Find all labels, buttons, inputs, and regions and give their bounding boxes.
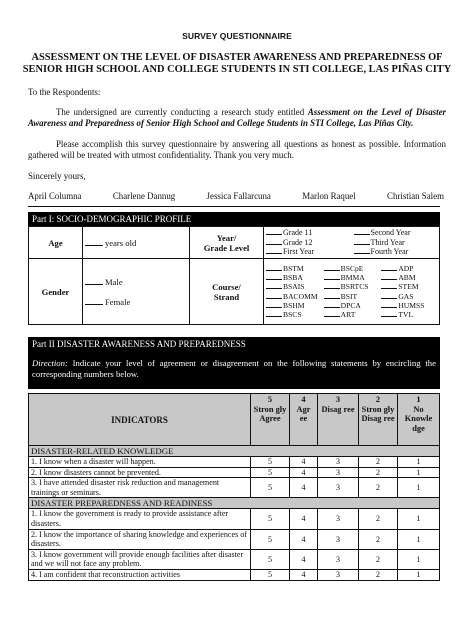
rating-2[interactable]: 2 [359, 569, 398, 580]
checkbox-blank [381, 301, 397, 308]
course-option-label: BSCpE [340, 263, 364, 273]
checkbox-blank [266, 282, 282, 289]
course-option-label: BMMA [340, 272, 365, 282]
group-header-row [29, 498, 440, 509]
course-option[interactable] [381, 301, 437, 310]
rating-1[interactable]: 1 [398, 457, 440, 468]
scale-label: No Knowle dge [404, 404, 433, 433]
rating-4[interactable]: 4 [290, 569, 318, 580]
part2-title: Part II DISASTER AWARENESS AND PREPAREDNESS [32, 339, 246, 349]
indicator-row [29, 457, 440, 468]
scale-header-3 [318, 394, 359, 446]
course-strand-label [190, 259, 264, 325]
course-option-label: BSBA [283, 272, 303, 282]
course-option[interactable] [381, 264, 437, 273]
scale-header-2 [359, 394, 398, 446]
checkbox-blank [266, 247, 282, 254]
course-option[interactable] [266, 273, 322, 282]
checkbox-blank [266, 310, 282, 317]
grade-option[interactable] [266, 247, 350, 257]
divider [28, 206, 440, 207]
indicator-text: 1. I know the government is ready to provide assistance after disasters. [29, 509, 251, 529]
title-line-1: ASSESSMENT ON THE LEVEL OF DISASTER AWARENESS AND PREPAREDNESS OF [31, 52, 443, 63]
course-option[interactable] [324, 301, 380, 310]
rating-3[interactable]: 3 [318, 549, 359, 569]
indicator-text: 3. I know government will provide enough facilities after disaster and we will not face any problem. [29, 549, 251, 569]
grade-option-label: First Year [283, 247, 315, 257]
rating-1[interactable]: 1 [398, 569, 440, 580]
signer-name: Marlon Raquel [302, 191, 356, 201]
document-title [20, 52, 454, 76]
course-option-label: BSIT [340, 291, 358, 301]
scale-number: 2 [375, 395, 381, 404]
gender-option-label: Male [105, 276, 123, 287]
checkbox-blank [266, 301, 282, 308]
checkbox-blank [324, 273, 340, 280]
course-option-label: BSCS [283, 310, 302, 320]
rating-3[interactable]: 3 [318, 478, 359, 498]
part2-header-box [28, 337, 440, 389]
signer-name: Christian Salem [387, 191, 444, 201]
direction-label: Direction: [32, 358, 68, 368]
course-option[interactable] [381, 310, 437, 319]
indicators-table [28, 393, 440, 581]
course-option-label: BSAIS [283, 282, 305, 292]
indicator-text: 3. I have attended disaster risk reduction and management trainings or seminars. [29, 478, 251, 498]
rating-1[interactable]: 1 [398, 467, 440, 478]
course-option[interactable] [266, 282, 322, 291]
checkbox-blank [266, 264, 282, 271]
scale-number: 5 [267, 395, 273, 404]
course-option[interactable] [324, 310, 380, 319]
course-options [264, 259, 440, 325]
rating-1[interactable]: 1 [398, 529, 440, 549]
checkbox-blank [266, 238, 282, 245]
age-input[interactable] [85, 238, 103, 246]
checkbox-blank [354, 238, 370, 245]
part1-title: Part I: SOCIO-DEMOGRAPHIC PROFILE [28, 212, 440, 226]
para1-start: The undersigned are currently conducting a research study entitled [56, 107, 308, 117]
checkbox-blank [354, 228, 370, 235]
course-option[interactable] [381, 292, 437, 301]
grade-option-label: Grade 12 [283, 237, 313, 247]
course-option[interactable] [324, 292, 380, 301]
checkbox-blank [266, 273, 282, 280]
course-option[interactable] [266, 301, 322, 310]
rating-5[interactable]: 5 [251, 457, 290, 468]
letter-paragraph-1 [28, 107, 446, 128]
checkbox-blank [266, 228, 282, 235]
course-label: Course/ [212, 281, 241, 292]
scale-label: Agr ee [296, 404, 311, 424]
course-option[interactable] [381, 282, 437, 291]
checkbox-blank [85, 297, 103, 305]
title-line-2: SENIOR HIGH SCHOOL AND COLLEGE STUDENTS IN STI COLLEGE, LAS PIÑAS CITY [22, 64, 452, 75]
study-title: Assessment on the Level of Disaster Awareness and Preparedness of Senior High School and College Students in STI College, Las Piñas City. [28, 107, 446, 128]
course-option[interactable] [381, 273, 437, 282]
rating-2[interactable]: 2 [359, 509, 398, 529]
checkbox-blank [324, 282, 340, 289]
scale-number: 1 [416, 395, 421, 404]
grade-option[interactable] [266, 238, 350, 248]
group-title: DISASTER PREPAREDNESS AND READINESS [29, 498, 440, 509]
course-option-label: BACOMM [283, 291, 318, 301]
rating-2[interactable]: 2 [359, 457, 398, 468]
rating-3[interactable]: 3 [318, 569, 359, 580]
course-option-label: BSHM [283, 300, 305, 310]
course-option-label: ABM [398, 272, 416, 282]
rating-5[interactable]: 5 [251, 529, 290, 549]
age-suffix: years old [105, 237, 137, 248]
checkbox-blank [324, 292, 340, 299]
rating-4[interactable]: 4 [290, 529, 318, 549]
course-option[interactable] [266, 310, 322, 319]
course-option-label: STEM [398, 282, 419, 292]
rating-4[interactable]: 4 [290, 467, 318, 478]
indicator-row [29, 467, 440, 478]
checkbox-blank [324, 310, 340, 317]
rating-4[interactable]: 4 [290, 478, 318, 498]
scale-number: 3 [335, 395, 341, 404]
checkbox-blank [381, 282, 397, 289]
rating-4[interactable]: 4 [290, 549, 318, 569]
gender-option[interactable] [85, 297, 187, 307]
rating-2[interactable]: 2 [359, 467, 398, 478]
indicator-row [29, 529, 440, 549]
salutation: To the Respondents: [28, 87, 101, 97]
signer-name: April Columna [28, 191, 82, 201]
scale-label: Stron gly Agree [253, 404, 287, 424]
rating-5[interactable]: 5 [251, 478, 290, 498]
checkbox-blank [324, 264, 340, 271]
scale-header-1 [398, 394, 440, 446]
year-grade-label [190, 227, 264, 259]
signer-name: Jessica Fallarcuna [206, 191, 271, 201]
grade-option[interactable] [354, 228, 438, 238]
profile-table [28, 226, 440, 325]
course-option-label: GAS [398, 291, 414, 301]
grade-options [264, 227, 440, 259]
strand-label: Strand [213, 291, 240, 302]
gender-option[interactable] [85, 277, 187, 287]
rating-2[interactable]: 2 [359, 549, 398, 569]
rating-1[interactable]: 1 [398, 509, 440, 529]
course-option-label: HUMSS [398, 300, 425, 310]
gender-options [83, 259, 190, 325]
rating-5[interactable]: 5 [251, 467, 290, 478]
gender-label: Gender [29, 259, 83, 325]
checkbox-blank [381, 310, 397, 317]
checkbox-blank [381, 264, 397, 271]
rating-3[interactable]: 3 [318, 467, 359, 478]
rating-4[interactable]: 4 [290, 457, 318, 468]
grade-option-label: Third Year [370, 237, 405, 247]
checkbox-blank [85, 277, 103, 285]
indicator-text: 2. I know the importance of sharing knowledge and experiences of disasters. [29, 529, 251, 549]
rating-2[interactable]: 2 [359, 478, 398, 498]
group-header-row [29, 446, 440, 457]
part2-direction [32, 358, 436, 379]
rating-5[interactable]: 5 [251, 569, 290, 580]
checkbox-blank [381, 292, 397, 299]
grade-option[interactable] [354, 247, 438, 257]
rating-1[interactable]: 1 [398, 549, 440, 569]
checkbox-blank [354, 247, 370, 254]
course-option[interactable] [324, 273, 380, 282]
course-option-label: DPCA [340, 300, 361, 310]
scale-header-4 [290, 394, 318, 446]
course-option[interactable] [324, 282, 380, 291]
scale-header-row [29, 394, 440, 446]
checkbox-blank [324, 301, 340, 308]
course-option-label: ART [340, 310, 356, 320]
grade-option-label: Second Year [370, 228, 411, 238]
scale-header-5 [251, 394, 290, 446]
grade-option-label: Grade 11 [283, 228, 313, 238]
gender-option-label: Female [105, 296, 131, 307]
year-label: Year/ [216, 232, 237, 243]
indicator-row [29, 478, 440, 498]
scale-number: 4 [301, 395, 306, 404]
rating-3[interactable]: 3 [318, 457, 359, 468]
indicator-text: 2. I know disasters cannot be prevented. [29, 467, 251, 478]
course-option[interactable] [266, 264, 322, 273]
indicator-row [29, 569, 440, 580]
scale-label: Disag ree [321, 404, 355, 414]
rating-3[interactable]: 3 [318, 529, 359, 549]
signer-name: Charlene Dannug [112, 191, 176, 201]
rating-4[interactable]: 4 [290, 509, 318, 529]
rating-3[interactable]: 3 [318, 509, 359, 529]
indicator-row [29, 509, 440, 529]
indicator-text: 1. I know when a disaster will happen. [29, 457, 251, 468]
grade-option[interactable] [266, 228, 350, 238]
checkbox-blank [266, 292, 282, 299]
indicator-row [29, 549, 440, 569]
course-option-label: ADP [398, 263, 414, 273]
age-label: Age [29, 227, 83, 259]
survey-label: SURVEY QUESTIONNAIRE [182, 31, 292, 41]
grade-level-label: Grade Level [203, 242, 250, 253]
course-option-label: TVL [398, 310, 414, 320]
rating-1[interactable]: 1 [398, 478, 440, 498]
grade-option-label: Fourth Year [370, 247, 409, 257]
signers-row [28, 191, 444, 201]
scale-label: Stron gly Disag ree [361, 404, 395, 424]
course-option[interactable] [266, 292, 322, 301]
rating-5[interactable]: 5 [251, 549, 290, 569]
course-option-label: BSTM [283, 263, 304, 273]
course-option-label: BSRTCS [340, 282, 369, 292]
letter-paragraph-2: Please accomplish this survey questionnaire by answering all questions as honest as possible. Information gathered will be treated with utmost confidentiality. Thank you very much. [28, 139, 446, 160]
indicators-header: INDICATORS [29, 394, 251, 446]
grade-option[interactable] [354, 238, 438, 248]
rating-2[interactable]: 2 [359, 529, 398, 549]
direction-text: Indicate your level of agreement or disagreement on the following statements by encircling the corresponding numbers below. [32, 358, 436, 379]
age-cell [83, 227, 190, 259]
rating-5[interactable]: 5 [251, 509, 290, 529]
indicator-text: 4. I am confident that reconstruction activities [29, 569, 251, 580]
checkbox-blank [381, 273, 397, 280]
group-title: DISASTER-RELATED KNOWLEDGE [29, 446, 440, 457]
closing: Sincerely yours, [28, 171, 86, 181]
course-option[interactable] [324, 264, 380, 273]
